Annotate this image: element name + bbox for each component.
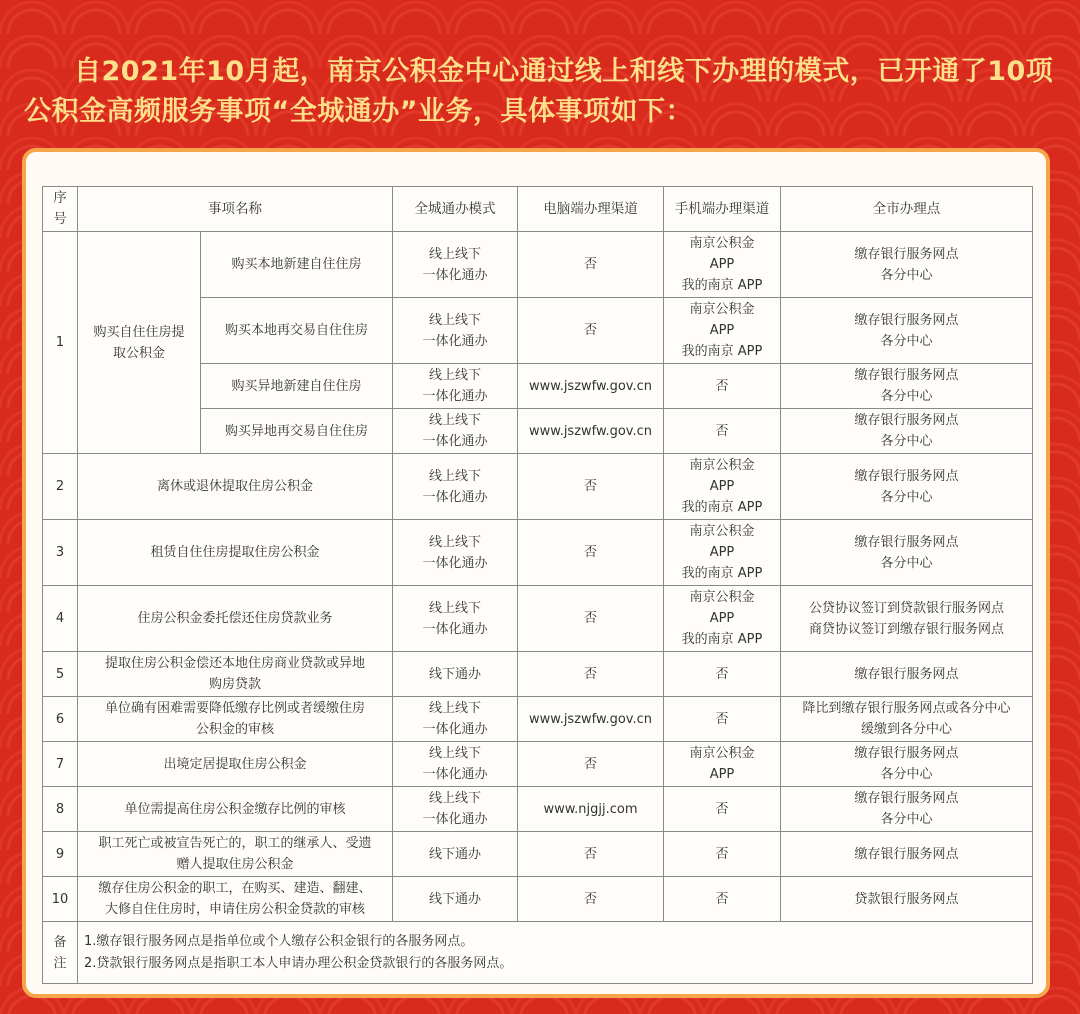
- sub-name: 购买本地再交易自住住房: [201, 298, 393, 364]
- row-mobile: 否: [664, 409, 781, 454]
- row-mode: 线上线下 一体化通办: [393, 409, 518, 454]
- sub-name: 购买异地再交易自住住房: [201, 409, 393, 454]
- row-mode: 线上线下 一体化通办: [393, 298, 518, 364]
- row-pc: www.jszwfw.gov.cn: [518, 364, 664, 409]
- row-offline: 贷款银行服务网点: [781, 877, 1033, 922]
- row-mobile: 南京公积金 APP 我的南京 APP: [664, 586, 781, 652]
- row-pc: 否: [518, 298, 664, 364]
- row-no: 7: [43, 742, 78, 787]
- table-row: [43, 454, 1033, 520]
- notes-content: [78, 922, 1033, 984]
- row-pc: 否: [518, 742, 664, 787]
- row-offline: 缴存银行服务网点 各分中心: [781, 742, 1033, 787]
- row-no: 3: [43, 520, 78, 586]
- sub-name: 购买本地新建自住住房: [201, 232, 393, 298]
- row-mobile: 南京公积金 APP 我的南京 APP: [664, 454, 781, 520]
- row-pc: 否: [518, 586, 664, 652]
- row-offline: 缴存银行服务网点 各分中心: [781, 364, 1033, 409]
- header-name: 事项名称: [78, 187, 393, 232]
- row-mobile: 南京公积金 APP 我的南京 APP: [664, 298, 781, 364]
- row-no: 10: [43, 877, 78, 922]
- row-offline: 缴存银行服务网点 各分中心: [781, 454, 1033, 520]
- table-row: [43, 232, 1033, 298]
- row-mode: 线上线下 一体化通办: [393, 787, 518, 832]
- row-mode: 线上线下 一体化通办: [393, 742, 518, 787]
- row-offline: 公贷协议签订到贷款银行服务网点 商贷协议签订到缴存银行服务网点: [781, 586, 1033, 652]
- row-mobile: 南京公积金 APP 我的南京 APP: [664, 520, 781, 586]
- table-row: [43, 742, 1033, 787]
- row-no: 9: [43, 832, 78, 877]
- row-pc: www.jszwfw.gov.cn: [518, 409, 664, 454]
- row-mode: 线上线下 一体化通办: [393, 364, 518, 409]
- row-mode: 线上线下 一体化通办: [393, 586, 518, 652]
- row-mobile: 否: [664, 697, 781, 742]
- header-row: [43, 187, 1033, 232]
- sub-name: 购买异地新建自住住房: [201, 364, 393, 409]
- table-row: [43, 520, 1033, 586]
- intro-text: 自2021年10月起，南京公积金中心通过线上和线下办理的模式，已开通了10项公积金高频服务事项“全城通办”业务，具体事项如下：: [24, 56, 1054, 127]
- row-mode: 线下通办: [393, 652, 518, 697]
- row-name: 缴存住房公积金的职工，在购买、建造、翻建、 大修自住住房时，申请住房公积金贷款的审核: [78, 877, 393, 922]
- row-no: 4: [43, 586, 78, 652]
- notes-label: 备 注: [43, 922, 78, 984]
- row-name: 租赁自住住房提取住房公积金: [78, 520, 393, 586]
- row-name: 单位确有困难需要降低缴存比例或者缓缴住房 公积金的审核: [78, 697, 393, 742]
- table-row: [43, 787, 1033, 832]
- note-line: 2.贷款银行服务网点是指职工本人申请办理公积金贷款银行的各服务网点。: [84, 955, 513, 971]
- row-mobile: 南京公积金 APP: [664, 742, 781, 787]
- row-mode: 线下通办: [393, 832, 518, 877]
- row-pc: 否: [518, 232, 664, 298]
- row-offline: 缴存银行服务网点 各分中心: [781, 232, 1033, 298]
- row-mobile: 否: [664, 832, 781, 877]
- header-mobile: 手机端办理渠道: [664, 187, 781, 232]
- row-no: 6: [43, 697, 78, 742]
- row-offline: 降比到缴存银行服务网点或各分中心 缓缴到各分中心: [781, 697, 1033, 742]
- row-mode: 线上线下 一体化通办: [393, 697, 518, 742]
- row-pc: 否: [518, 832, 664, 877]
- row-mobile: 南京公积金 APP 我的南京 APP: [664, 232, 781, 298]
- row-name: 购买自住住房提 取公积金: [78, 232, 201, 454]
- row-mode: 线下通办: [393, 877, 518, 922]
- row-name: 离休或退休提取住房公积金: [78, 454, 393, 520]
- notes-row: [43, 922, 1033, 984]
- row-mode: 线上线下 一体化通办: [393, 454, 518, 520]
- table-row: [43, 652, 1033, 697]
- row-offline: 缴存银行服务网点: [781, 832, 1033, 877]
- row-offline: 缴存银行服务网点 各分中心: [781, 409, 1033, 454]
- row-pc: 否: [518, 454, 664, 520]
- header-no: 序 号: [43, 187, 78, 232]
- row-mobile: 否: [664, 877, 781, 922]
- row-name: 提取住房公积金偿还本地住房商业贷款或异地 购房贷款: [78, 652, 393, 697]
- row-no: 2: [43, 454, 78, 520]
- table-row: [43, 832, 1033, 877]
- row-offline: 缴存银行服务网点: [781, 652, 1033, 697]
- row-offline: 缴存银行服务网点 各分中心: [781, 298, 1033, 364]
- table-row: [43, 586, 1033, 652]
- row-pc: 否: [518, 652, 664, 697]
- note-line: 1.缴存银行服务网点是指单位或个人缴存公积金银行的各服务网点。: [84, 933, 474, 949]
- row-mode: 线上线下 一体化通办: [393, 520, 518, 586]
- table-row: [43, 697, 1033, 742]
- row-pc: www.njgjj.com: [518, 787, 664, 832]
- row-no: 8: [43, 787, 78, 832]
- row-name: 职工死亡或被宣告死亡的，职工的继承人、受遗 赠人提取住房公积金: [78, 832, 393, 877]
- row-name: 出境定居提取住房公积金: [78, 742, 393, 787]
- service-table: [42, 186, 1033, 984]
- row-name: 单位需提高住房公积金缴存比例的审核: [78, 787, 393, 832]
- row-offline: 缴存银行服务网点 各分中心: [781, 520, 1033, 586]
- row-mode: 线上线下 一体化通办: [393, 232, 518, 298]
- row-mobile: 否: [664, 652, 781, 697]
- row-mobile: 否: [664, 787, 781, 832]
- row-no: 1: [43, 232, 78, 454]
- header-mode: 全城通办模式: [393, 187, 518, 232]
- row-no: 5: [43, 652, 78, 697]
- row-mobile: 否: [664, 364, 781, 409]
- row-name: 住房公积金委托偿还住房贷款业务: [78, 586, 393, 652]
- table-row: [43, 877, 1033, 922]
- header-pc: 电脑端办理渠道: [518, 187, 664, 232]
- header-offline: 全市办理点: [781, 187, 1033, 232]
- row-offline: 缴存银行服务网点 各分中心: [781, 787, 1033, 832]
- row-pc: 否: [518, 520, 664, 586]
- row-pc: 否: [518, 877, 664, 922]
- row-pc: www.jszwfw.gov.cn: [518, 697, 664, 742]
